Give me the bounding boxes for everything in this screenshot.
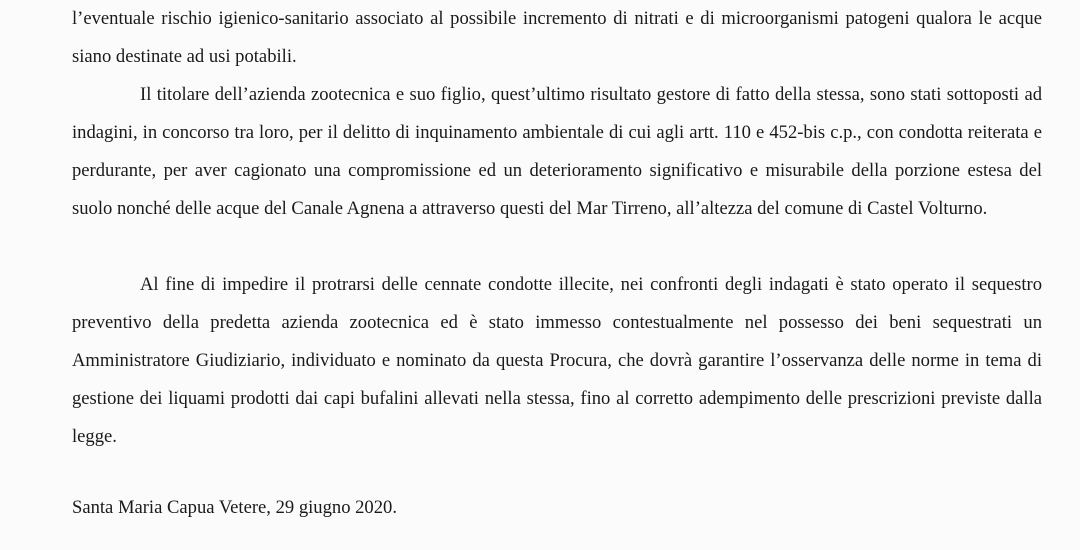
paragraph-text: Il titolare dell’azienda zootecnica e suo figlio, quest’ultimo risultato gestore di fatto della stessa, sono stati sottoposti ad indagini, in concorso tra loro, per il delitto di inquinamento ambientale di cui agli artt. 110 e 452-bis c.p., con condotta reiterata e perdurante, per aver cagionato una compromissione ed un deterioramento significativo e misurabile della porzione estesa del suolo nonché delle acque del Canale Agnena a attraverso questi del Mar Tirreno, all’altezza del comune di Castel Volturno. — [72, 84, 1042, 219]
paragraph-investigation — [72, 76, 1042, 228]
closing-text: Santa Maria Capua Vetere, 29 giugno 2020. — [72, 497, 397, 518]
paragraph-text: Al fine di impedire il protrarsi delle cennate condotte illecite, nei confronti degli indagati è stato operato il sequestro preventivo della predetta azienda zootecnica ed è stato immesso contestualmente nel possesso dei beni sequestrati un Amministratore Giudiziario, individuato e nominato da questa Procura, che dovrà garantire l’osservanza delle norme in tema di gestione dei liquami prodotti dai capi bufalini allevati nella stessa, fino al corretto adempimento delle prescrizioni previste dalla legge. — [72, 274, 1042, 447]
closing-place-date — [72, 489, 1042, 527]
paragraph-seizure — [72, 266, 1042, 456]
paragraph-text: l’eventuale rischio igienico-sanitario associato al possibile incremento di nitrati e di microorganismi patogeni qualora le acque siano destinate ad usi potabili. — [72, 8, 1042, 67]
paragraph-continuation — [72, 0, 1042, 76]
